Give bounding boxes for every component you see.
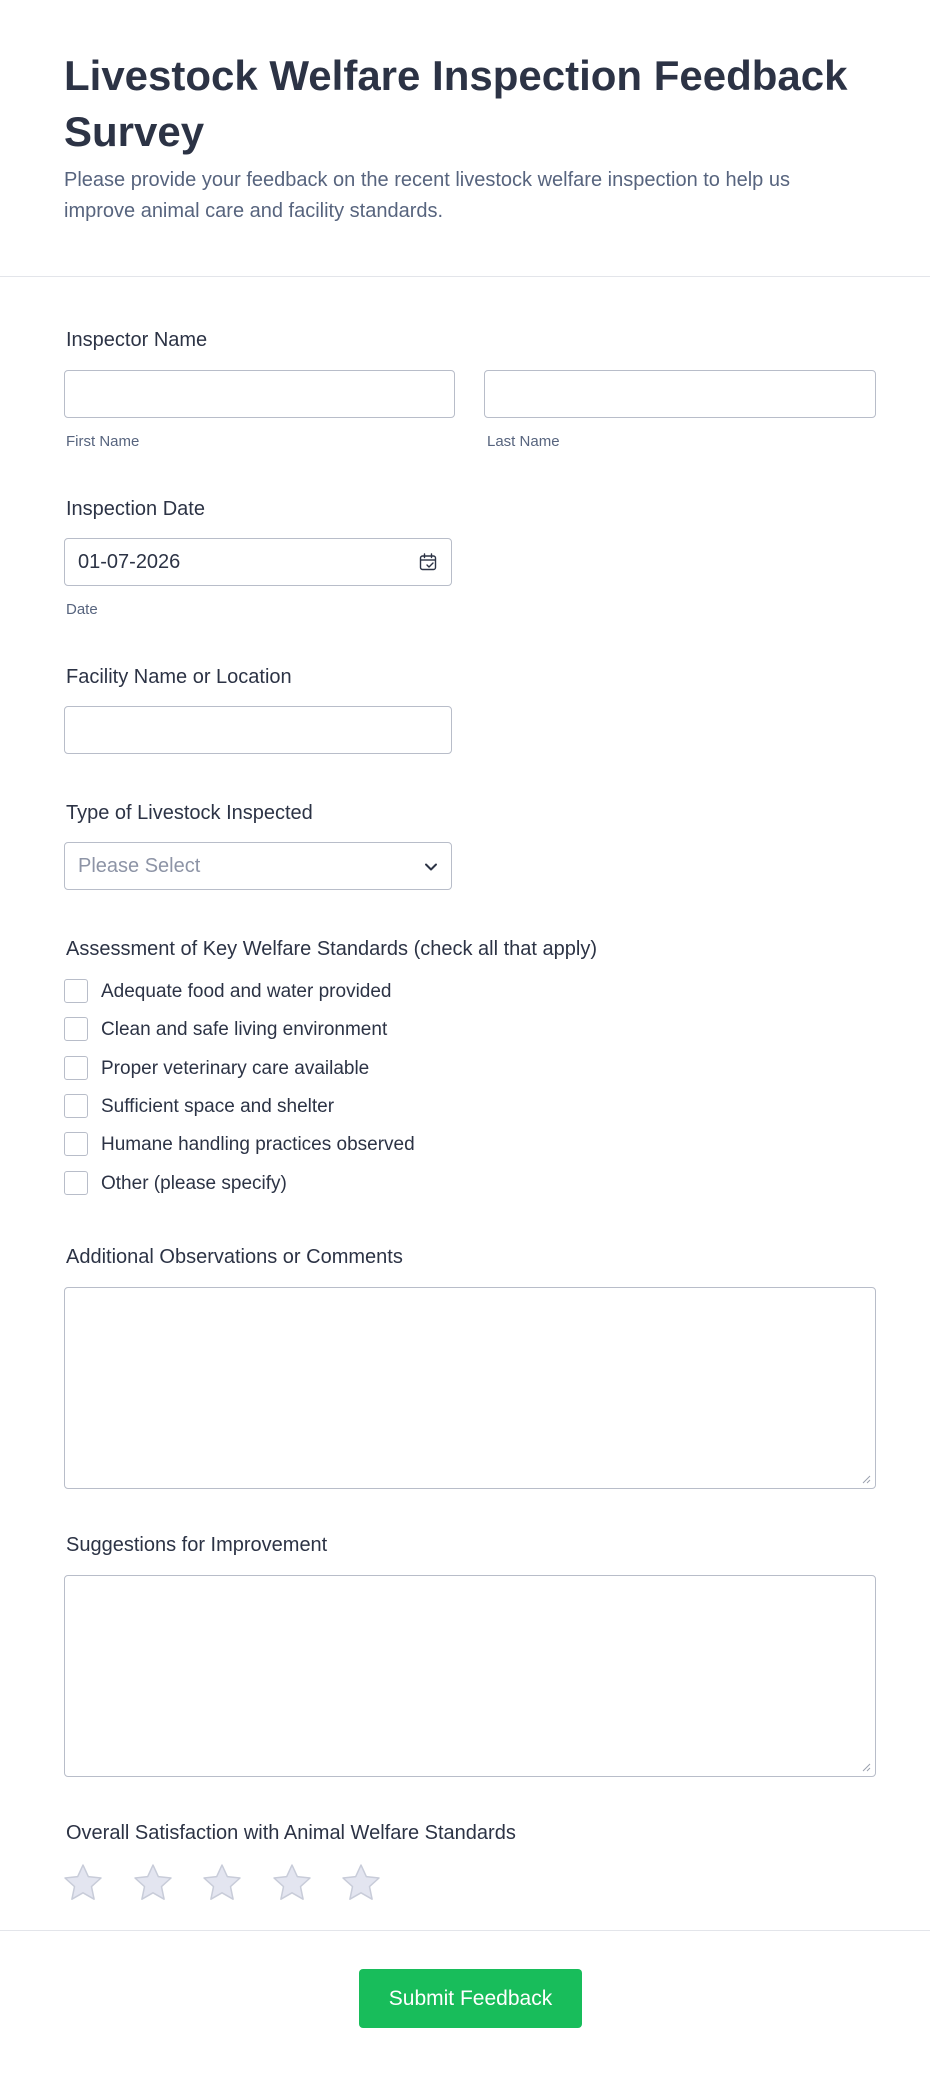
last-name-sublabel: Last Name xyxy=(487,433,560,450)
checkbox[interactable] xyxy=(64,1094,88,1118)
form-header xyxy=(0,0,930,277)
star-icon[interactable] xyxy=(271,1862,313,1904)
select-placeholder: Please Select xyxy=(78,855,201,877)
checkbox-label[interactable]: Adequate food and water provided xyxy=(101,981,392,1002)
footer-divider xyxy=(0,1930,930,1931)
calendar-icon[interactable] xyxy=(419,553,437,571)
inspector-name-label: Inspector Name xyxy=(66,329,208,351)
page-description: Please provide your feedback on the recent livestock welfare inspection to help us improve animal care and facility standards. xyxy=(64,169,790,222)
date-sublabel: Date xyxy=(66,601,98,618)
facility-label: Facility Name or Location xyxy=(66,666,292,688)
checkbox[interactable] xyxy=(64,1056,88,1080)
observations-textarea[interactable] xyxy=(64,1287,876,1489)
page-title: Livestock Welfare Inspection Feedback Survey xyxy=(64,52,848,155)
first-name-input[interactable] xyxy=(64,370,455,418)
suggestions-textarea[interactable] xyxy=(64,1575,876,1777)
livestock-type-select[interactable] xyxy=(64,842,452,890)
checkbox[interactable] xyxy=(64,1171,88,1195)
date-value: 01-07-2026 xyxy=(78,551,181,573)
star-icon[interactable] xyxy=(132,1862,174,1904)
checkbox[interactable] xyxy=(64,1132,88,1156)
checkbox-label[interactable]: Sufficient space and shelter xyxy=(101,1096,335,1117)
last-name-input[interactable] xyxy=(484,370,876,418)
livestock-type-label: Type of Livestock Inspected xyxy=(66,802,313,824)
star-icon[interactable] xyxy=(62,1862,104,1904)
assessment-label: Assessment of Key Welfare Standards (check all that apply) xyxy=(66,938,597,960)
first-name-sublabel: First Name xyxy=(66,433,140,450)
inspection-date-label: Inspection Date xyxy=(66,498,205,520)
checkbox-label[interactable]: Other (please specify) xyxy=(101,1173,287,1194)
checkbox-label[interactable]: Proper veterinary care available xyxy=(101,1058,370,1079)
star-icon[interactable] xyxy=(201,1862,243,1904)
checkbox[interactable] xyxy=(64,979,88,1003)
observations-label: Additional Observations or Comments xyxy=(66,1246,403,1268)
suggestions-label: Suggestions for Improvement xyxy=(66,1534,328,1556)
submit-button[interactable]: Submit Feedback xyxy=(359,1969,582,2028)
resize-handle-icon[interactable] xyxy=(861,1474,871,1484)
star-icon[interactable] xyxy=(340,1862,382,1904)
inspection-date-input[interactable] xyxy=(64,538,452,586)
checkbox[interactable] xyxy=(64,1017,88,1041)
resize-handle-icon[interactable] xyxy=(861,1762,871,1772)
checkbox-label[interactable]: Humane handling practices observed xyxy=(101,1134,415,1155)
satisfaction-label: Overall Satisfaction with Animal Welfare Standards xyxy=(66,1822,516,1844)
chevron-down-icon xyxy=(423,859,439,875)
facility-input[interactable] xyxy=(64,706,452,754)
checkbox-label[interactable]: Clean and safe living environment xyxy=(101,1019,388,1040)
